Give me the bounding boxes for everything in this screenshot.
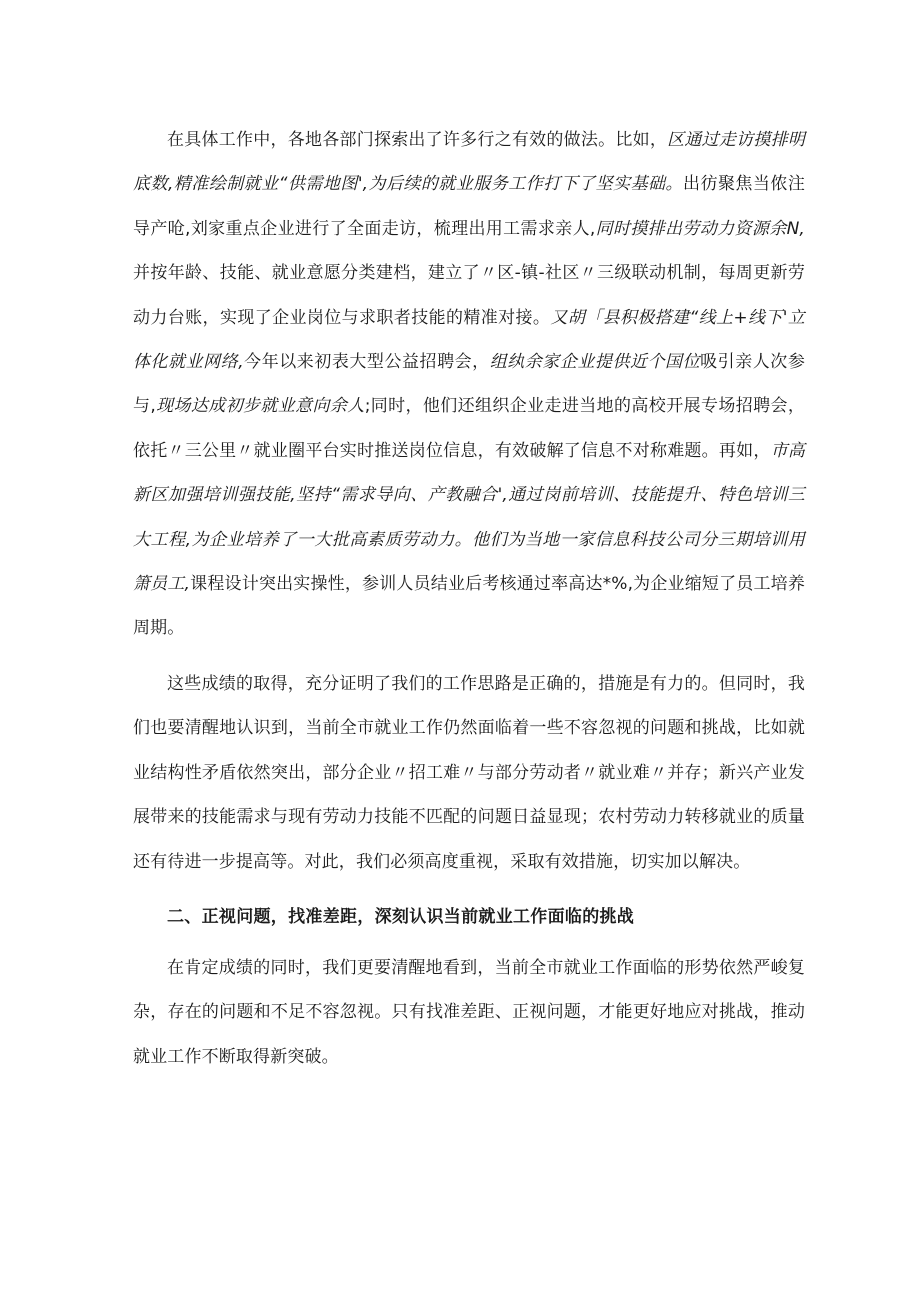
p1-segment: 组纨余家企业提供近个国位	[489, 352, 701, 373]
section-heading: 二、正视问题，找准差距，深刻认识当前就业工作面临的挑战	[167, 906, 635, 927]
p1-segment: ;同时，他们还组织企业走进当地的高校开展专场招聘会，依托〃三公里〃就业圈平台实时推送岗位信息，有效破解了信息不对称难题。再如，	[133, 396, 805, 461]
p1-segment: 同时摸排出劳动力资源余N,	[595, 218, 805, 239]
p1-segment: 在具体工作中，各地各部门探索出了许多行之有效的做法。比如，	[167, 130, 668, 150]
p1-segment: 又胡「县积极搭建“线上+线下'立体化就业网络,	[133, 307, 806, 373]
p1-segment: 市高新区加强培训强技能,坚持“需求导向、产教融合',通过岗前培训、技能提升、特色培训三大工程,为企业培养了一大批高素质劳动力。他们为当地一家信息科技公司分三期培训用箫员工,	[133, 440, 805, 595]
document-body	[133, 118, 805, 1079]
p1-segment: 今年以来初表大型公益招聘会，	[243, 352, 490, 373]
p1-segment: 出彷聚焦当侬注导产呛,刘家重点企业进行了全面走访，梳理出用工需求亲人,	[133, 174, 805, 239]
p1-segment: 现场达成初步就业意向余人	[155, 396, 365, 417]
paragraph-work-examples	[133, 118, 805, 651]
paragraph-achievements-and-problems: 这些成绩的取得，充分证明了我们的工作思路是正确的，措施是有力的。但同时，我们也要清醒地认识到，当前全市就业工作仍然面临着一些不容忽视的问题和挑战，比如就业结构性矛盾依然突出，部分企业〃招工难〃与部分劳动者〃就业难〃并存；新兴产业发展带来的技能需求与现有劳动力技能不匹配的问题日益显现；农村劳动力转移就业的质量还有待进一步提高等。对此，我们必须高度重视，采取有效措施，切实加以解决。	[133, 673, 805, 872]
p1-segment: 并按年龄、技能、就业意愿分类建档，建立了〃区-镇-社区〃三级联动机制，每周更新劳动力台账，实现了企业岗位与求职者技能的精准对接。	[133, 263, 805, 328]
p1-segment: 吸引亲人次参与,	[133, 352, 805, 417]
paragraph-face-challenges: 在肯定成绩的同时，我们更要清醒地看到，当前全市就业工作面临的形势依然严峻复杂，存在的问题和不足不容忽视。只有找准差距、正视问题，才能更好地应对挑战，推动就业工作不断取得新突破。	[133, 957, 805, 1067]
p1-segment: 区通过走访摸排明底数,精准绘制就业“供需地图',为后续的就业服务工作打下了坚实基础。	[133, 130, 805, 195]
p1-segment: 课程设计突出实操性，参训人员结业后考核通过率高达*%,为企业缩短了员工培养周期。	[133, 574, 805, 639]
